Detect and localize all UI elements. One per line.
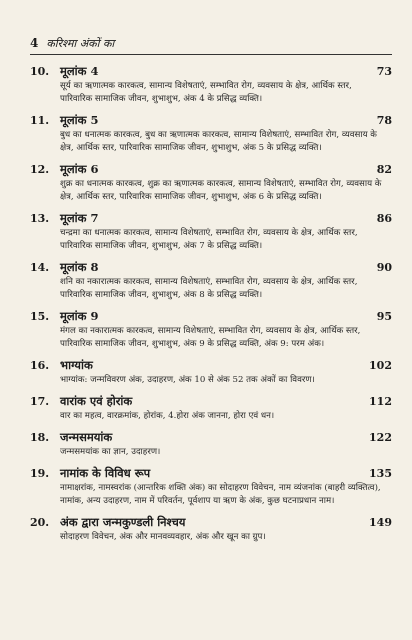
toc-entry [30,260,392,302]
toc-entry [30,358,392,387]
chapter-description: बुध का धनात्मक कारकत्व, बुध का ऋणात्मक कारकत्व, सामान्य विशेषताएं, सम्भावित रोग, व्यवसाय के क्षेत्र, आर्थिक स्तर, पारिवारिक सामाजिक जीवन, शुभाशुभ, अंक 5 के प्रसिद्ध व्यक्ति। [60,130,377,153]
chapter-number: 15. [30,310,50,323]
chapter-title: जन्मसमयांक [60,430,113,444]
chapter-page: 86 [376,212,392,225]
toc-entry-head [30,64,392,80]
chapter-description: शुक्र का धनात्मक कारकत्व, शुक्र का ऋणात्मक कारकत्व, सामान्य विशेषताएं, सम्भावित रोग, व्यवसाय के क्षेत्र, आर्थिक स्तर, पारिवारिक सामाजिक जीवन, शुभाशुभ, अंक 6 के प्रसिद्ध व्यक्ति। [60,179,382,202]
chapter-page: 122 [369,431,392,444]
chapter-description: भाग्यांक: जन्मविवरण अंक, उदाहरण, अंक 10 से अंक 52 तक अंकों का विवरण। [60,375,315,385]
toc-entry [30,162,392,204]
chapter-page: 90 [376,261,392,274]
chapter-number: 13. [30,212,50,225]
toc-entry-head [30,211,392,227]
toc-entry [30,515,392,544]
chapter-number: 10. [30,65,50,78]
chapter-page: 73 [376,65,392,78]
toc-entry-head [30,162,392,178]
chapter-page: 78 [376,114,392,127]
chapter-description: नामाक्षरांक, नामस्वरांक (आन्तरिक शक्ति अंक) का सोदाहरण विवेचन, नाम व्यंजनांक (बाहरी व्यक्तित्व), नामांक, अन्य उदाहरण, नाम में परिवर्तन, पूर्वशाप या ऋण के अंक, कुछ घटनाप्रधान नाम। [60,483,381,506]
chapter-description: जन्मसमयांक का ज्ञान, उदाहरण। [60,447,161,457]
chapter-title: मूलांक 9 [60,309,99,323]
toc-entry [30,430,392,459]
chapter-number: 17. [30,395,50,408]
chapter-number: 18. [30,431,50,444]
toc-entry-head [30,309,392,325]
chapter-page: 95 [376,310,392,323]
chapter-title: मूलांक 4 [60,64,99,78]
chapter-number: 12. [30,163,50,176]
chapter-description: सोदाहरण विवेचन, अंक और मानवव्यवहार, अंक और खून का ग्रुप। [60,532,266,542]
toc-entry-head [30,515,392,531]
chapter-number: 16. [30,359,50,372]
book-title: करिश्मा अंकों का [46,37,115,50]
running-header [30,36,390,51]
chapter-description: वार का महत्व, वारक्रमांक, होरांक, 4.होरा अंक जानना, होरा एवं धन। [60,411,275,421]
chapter-title: भाग्यांक [60,358,93,372]
chapter-page: 135 [369,467,392,480]
toc-entry [30,394,392,423]
toc-entry [30,211,392,253]
chapter-description: शनि का नकारात्मक कारकत्व, सामान्य विशेषताएं, सम्भावित रोग, व्यवसाय के क्षेत्र, आर्थिक स्तर, पारिवारिक सामाजिक जीवन, शुभाशुभ, अंक 8 के प्रसिद्ध व्यक्ति। [60,277,358,300]
toc-entry-head [30,358,392,374]
toc-entry-head [30,260,392,276]
chapter-title: मूलांक 7 [60,211,99,225]
chapter-number: 11. [30,114,50,127]
chapter-title: मूलांक 8 [60,260,99,274]
chapter-number: 19. [30,467,50,480]
chapter-description: सूर्य का ऋणात्मक कारकत्व, सामान्य विशेषताएं, सम्भावित रोग, व्यवसाय के क्षेत्र, आर्थिक स्तर, पारिवारिक सामाजिक जीवन, शुभाशुभ, अंक 4 के प्रसिद्ध व्यक्ति। [60,81,352,104]
toc-entry [30,309,392,351]
chapter-title: मूलांक 6 [60,162,99,176]
header-rule [30,54,392,55]
page-number: 4 [30,36,39,50]
toc-entry-head [30,430,392,446]
chapter-page: 102 [369,359,392,372]
toc-entry [30,466,392,508]
chapter-title: मूलांक 5 [60,113,99,127]
chapter-title: वारांक एवं होरांक [60,394,133,408]
toc-entry-head [30,394,392,410]
chapter-title: अंक द्वारा जन्मकुण्डली निश्चय [60,515,186,529]
chapter-number: 14. [30,261,50,274]
chapter-description: मंगल का नकारात्मक कारकत्व, सामान्य विशेषताएं, सम्भावित रोग, व्यवसाय के क्षेत्र, आर्थिक स्तर, पारिवारिक सामाजिक जीवन, शुभाशुभ, अंक 9 के प्रसिद्ध व्यक्ति, अंक 9: परम अंक। [60,326,361,349]
toc-entry [30,113,392,155]
chapter-page: 149 [369,516,392,529]
chapter-title: नामांक के विविध रूप [60,466,151,480]
toc-entry-head [30,113,392,129]
chapter-number: 20. [30,516,50,529]
chapter-description: चन्द्रमा का धनात्मक कारकत्व, सामान्य विशेषताएं, सम्भावित रोग, व्यवसाय के क्षेत्र, आर्थिक स्तर, पारिवारिक सामाजिक जीवन, शुभाशुभ, अंक 7 के प्रसिद्ध व्यक्ति। [60,228,358,251]
table-of-contents [30,64,392,551]
chapter-page: 82 [376,163,392,176]
toc-entry [30,64,392,106]
toc-entry-head [30,466,392,482]
chapter-page: 112 [369,395,392,408]
